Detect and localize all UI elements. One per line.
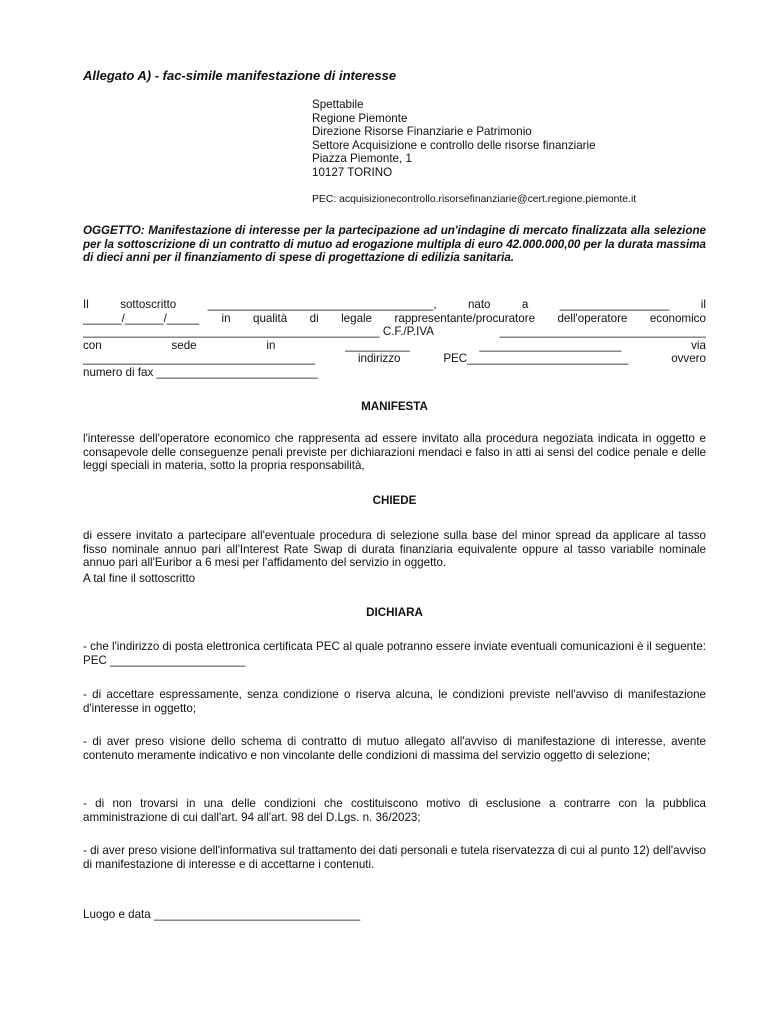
pec-blank: PEC_________________________ bbox=[443, 352, 629, 366]
chiede-closing: A tal fine il sottoscritto bbox=[83, 572, 196, 585]
recipient-pec: PEC: acquisizionecontrollo.risorsefinanziarie@cert.regione.piemonte.it bbox=[312, 194, 637, 205]
manifesta-heading: MANIFESTA bbox=[361, 400, 428, 413]
form-row bbox=[83, 339, 706, 353]
province-blank: ______________________ bbox=[479, 338, 622, 352]
form-text: a bbox=[521, 298, 529, 311]
city-blank: __________ bbox=[345, 338, 410, 352]
declarant-fields bbox=[83, 298, 706, 380]
form-text: nato bbox=[467, 298, 491, 311]
document-title: Allegato A) - fac-simile manifestazione di interesse bbox=[83, 68, 397, 83]
form-text: di bbox=[309, 311, 319, 325]
cf-piva-blank: ________________________________ bbox=[499, 325, 706, 339]
recipient-line: Piazza Piemonte, 1 bbox=[312, 152, 412, 166]
form-text: rappresentante/procuratore bbox=[394, 311, 536, 325]
chiede-paragraph: di essere invitato a partecipare all'eventuale procedura di selezione sulla base del minor spread da applicare al tasso fisso nominale annuo pari all'Interest Rate Swap di durata finanziaria equivalente oppure al tasso variabile nominale annuo pari all'Euribor a 6 mesi per l'affidamento del servizio in oggetto. bbox=[83, 529, 706, 570]
form-text: qualità bbox=[253, 311, 288, 325]
form-text: indirizzo bbox=[357, 352, 401, 366]
recipient-line: 10127 TORINO bbox=[312, 165, 393, 179]
recipient-line: Settore Acquisizione e controllo delle risorse finanziarie bbox=[312, 138, 596, 152]
subject-paragraph: OGGETTO: Manifestazione di interesse per la partecipazione ad un'indagine di mercato finalizzata alla selezione per la sottoscrizione di un contratto di mutuo ad erogazione multipla di euro 42.000.000,00 per la durata massima di dieci anni per il finanziamento di spese di progettazione di edilizia sanitaria. bbox=[83, 224, 706, 265]
manifesta-paragraph: l'interesse dell'operatore economico che rappresenta ad essere invitato alla procedura negoziata indicata in oggetto e consapevole delle conseguenze penali previste per dichiarazioni mendaci e falso in atti ai sensi del codice penale e delle leggi speciali in materia, sotto la propria responsabilità, bbox=[83, 432, 706, 473]
recipient-address bbox=[312, 98, 732, 180]
form-text: dell'operatore bbox=[557, 311, 628, 325]
birthplace-blank: _________________ bbox=[559, 298, 670, 311]
form-text: Il bbox=[83, 298, 89, 311]
recipient-line: Spettabile bbox=[312, 98, 364, 111]
form-text: in bbox=[221, 311, 231, 325]
birthdate-blank: ______/______/_____ bbox=[83, 311, 200, 325]
form-row bbox=[83, 298, 706, 312]
place-date-line: Luogo e data ________________________________ bbox=[83, 908, 361, 921]
form-row bbox=[83, 366, 706, 380]
form-row bbox=[83, 325, 706, 339]
chiede-heading: CHIEDE bbox=[372, 494, 417, 507]
form-text: legale bbox=[341, 311, 373, 325]
name-blank: ___________________________________, bbox=[207, 298, 437, 311]
dichiara-heading: DICHIARA bbox=[366, 606, 423, 619]
form-text: via bbox=[691, 338, 706, 352]
fax-blank: numero di fax _________________________ bbox=[83, 365, 318, 379]
form-text: economico bbox=[649, 311, 706, 325]
form-text: in bbox=[266, 338, 276, 352]
form-text: sede bbox=[171, 338, 197, 352]
form-text: il bbox=[700, 298, 706, 311]
declaration-item: - di accettare espressamente, senza condizione o riserva alcuna, le condizioni previste nell'avviso di manifestazione d'interesse in oggetto; bbox=[83, 688, 706, 715]
declaration-item: - che l'indirizzo di posta elettronica certificata PEC al quale potranno essere inviate eventuali comunicazioni è il seguente: PEC _____________________ bbox=[83, 640, 706, 667]
declaration-item: - di non trovarsi in una delle condizioni che costituiscono motivo di esclusione a contrarre con la pubblica amministrazione di cui dall'art. 94 all'art. 98 del D.Lgs. n. 36/2023; bbox=[83, 797, 706, 824]
operator-cf-blank: ______________________________________________ C.F./P.IVA bbox=[83, 325, 434, 339]
declaration-item: - di aver preso visione dello schema di contratto di mutuo allegato all'avviso di manifestazione di interesse, avente contenuto meramente indicativo e non vincolante delle condizioni di massima del servizio oggetto di selezione; bbox=[83, 735, 706, 762]
form-text: sottoscritto bbox=[120, 298, 177, 311]
form-text: ovvero bbox=[671, 352, 706, 366]
form-row bbox=[83, 352, 706, 366]
recipient-line: Regione Piemonte bbox=[312, 111, 408, 125]
declaration-item: - di aver preso visione dell'informativa sul trattamento dei dati personali e tutela riservatezza di cui al punto 12) dell'avviso di manifestazione di interesse e di accettarne i contenuti. bbox=[83, 844, 706, 871]
street-blank: ____________________________________ bbox=[83, 352, 316, 366]
recipient-line: Direzione Risorse Finanziarie e Patrimonio bbox=[312, 125, 532, 139]
form-row bbox=[83, 312, 706, 326]
form-text: con bbox=[83, 338, 102, 352]
